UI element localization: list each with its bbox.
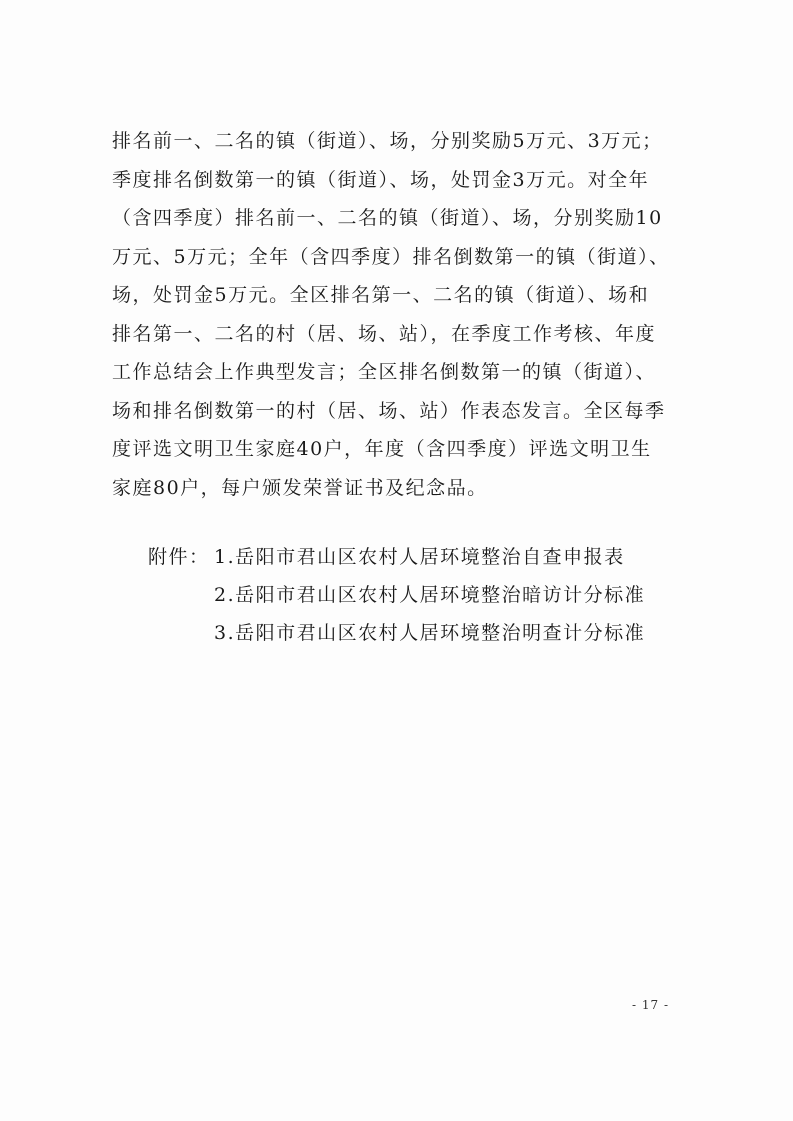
body-paragraph [112, 122, 672, 507]
page-number: - 17 - [632, 998, 670, 1012]
body-line-6: 排名第一、二名的村（居、场、站），在季度工作考核、年度 [112, 322, 657, 345]
body-line-2: 季度排名倒数第一的镇（街道）、场，处罚金3万元。对全年 [112, 168, 650, 191]
body-line-7: 工作总结会上作典型发言；全区排名倒数第一的镇（街道）、 [112, 361, 657, 383]
attachments-label: 附件： [148, 546, 210, 568]
body-line-1: 排名前一、二名的镇（街道）、场，分别奖励5万元、3万元； [112, 130, 663, 152]
attachment-row-1 [148, 538, 708, 576]
attachments-list [148, 538, 708, 652]
attachment-item-1: 1.岳阳市君山区农村人居环境整治自查申报表 [214, 546, 625, 568]
attachment-row-2 [148, 576, 708, 614]
attachment-row-3 [148, 614, 708, 652]
body-line-4: 万元、5万元；全年（含四季度）排名倒数第一的镇（街道）、 [112, 245, 670, 268]
body-line-9: 度评选文明卫生家庭40户，年度（含四季度）评选文明卫生 [112, 438, 652, 460]
attachment-item-2: 2.岳阳市君山区农村人居环境整治暗访计分标准 [214, 584, 646, 606]
attachment-item-3: 3.岳阳市君山区农村人居环境整治明查计分标准 [214, 622, 646, 644]
body-line-3: （含四季度）排名前一、二名的镇（街道）、场，分别奖励10 [112, 207, 663, 229]
body-line-5: 场，处罚金5万元。全区排名第一、二名的镇（街道）、场和 [112, 284, 650, 306]
body-line-10: 家庭80户，每户颁发荣誉证书及纪念品。 [112, 476, 488, 499]
body-line-8: 场和排名倒数第一的村（居、场、站）作表态发言。全区每季 [112, 399, 666, 422]
